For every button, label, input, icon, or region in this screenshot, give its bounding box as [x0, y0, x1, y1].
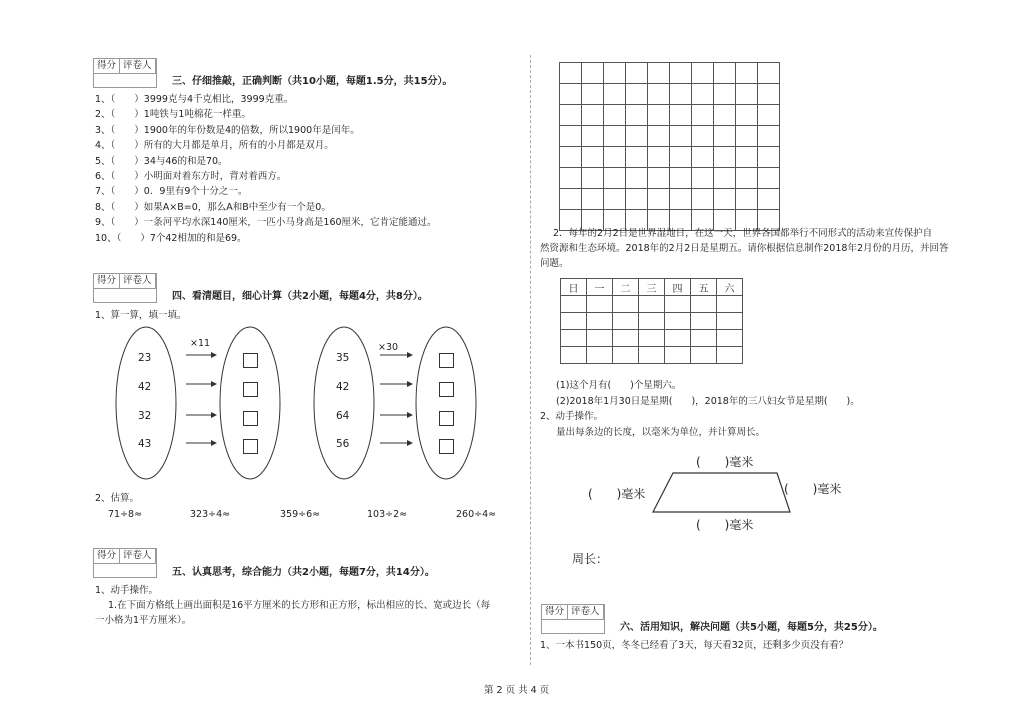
answer-box[interactable]	[439, 382, 454, 397]
left-number: 42	[336, 381, 350, 393]
section5-q2-text: 2．每年的2月2日是世界湿地日，在这一天，世界各国都举行不同形式的活动来宣传保护自	[553, 228, 933, 239]
answer-box[interactable]	[439, 439, 454, 454]
calendar-question-1: (1)这个月有( )个星期六。	[556, 380, 682, 391]
list-item: 7、（ ）0．9里有9个十分之一。	[95, 186, 248, 198]
multiplier-label: ×30	[378, 342, 399, 353]
list-item: 2、（ ）1吨铁与1吨棉花一样重。	[95, 109, 251, 121]
grader-label: 评卷人	[120, 549, 156, 563]
score-box	[93, 273, 157, 289]
left-number: 23	[138, 352, 152, 364]
score-box	[541, 604, 605, 620]
square-grid	[559, 62, 780, 231]
score-label: 得分	[94, 59, 120, 73]
right-ellipse	[416, 327, 476, 479]
multiplier-label: ×11	[190, 338, 211, 349]
left-number: 43	[138, 438, 152, 450]
score-box	[93, 58, 157, 74]
calendar-header: 三	[639, 279, 665, 296]
measure-label-bottom: ( )毫米	[696, 518, 754, 532]
section5-q1-text: 一小格为1平方厘米）。	[95, 615, 192, 626]
calendar-header: 五	[691, 279, 717, 296]
score-label: 得分	[542, 605, 568, 619]
left-ellipse	[314, 327, 374, 479]
left-number: 35	[336, 352, 350, 364]
list-item: 8、（ ）如果A×B=0，那么A和B中至少有一个是0。	[95, 201, 331, 213]
calendar-table	[560, 278, 743, 364]
estimate-item: 103÷2≈	[367, 509, 408, 520]
calendar-header: 六	[717, 279, 743, 296]
page-footer: 第 2 页 共 4 页	[484, 685, 550, 696]
list-item: 9、（ ）一条河平均水深140厘米，一匹小马身高是160厘米，它肯定能通过。	[95, 217, 437, 229]
section5-q1-text: 1.在下面方格纸上画出面积是16平方厘米的长方形和正方形，标出相应的长、宽或边长（每	[108, 600, 491, 611]
calendar-header: 日	[561, 279, 587, 296]
measure-label-top: ( )毫米	[696, 455, 754, 469]
section4-title: 四、看清题目，细心计算（共2小题，每题4分，共8分）。	[172, 291, 428, 302]
calendar-header: 二	[613, 279, 639, 296]
left-number: 64	[336, 410, 350, 422]
list-item: 6、（ ）小明面对着东方时，背对着西方。	[95, 170, 287, 182]
estimate-item: 323÷4≈	[190, 509, 231, 520]
score-label: 得分	[94, 274, 120, 288]
section6-q1: 1、一本书150页，冬冬已经看了3天，每天看32页，还剩多少页没有看？	[540, 640, 849, 651]
estimate-item: 359÷6≈	[280, 509, 321, 520]
section5-q3-text: 量出每条边的长度，以毫米为单位，并计算周长。	[556, 427, 766, 438]
list-item: 5、（ ）34与46的和是70。	[95, 155, 228, 167]
section4-q1: 1、算一算，填一填。	[95, 310, 187, 321]
section5-q2-text: 然资源和生态环境。2018年的2月2日是星期五。请你根据信息制作2018年2月份的月历，并回答	[540, 243, 949, 254]
section5-q1: 1、动手操作。	[95, 585, 159, 596]
grader-label: 评卷人	[568, 605, 604, 619]
left-number: 42	[138, 381, 152, 393]
section4-q2: 2、估算。	[95, 493, 140, 504]
answer-box[interactable]	[243, 353, 258, 368]
calendar-question-2: (2)2018年1月30日是星期( )，2018年的三八妇女节是星期( )。	[556, 396, 860, 407]
mapping-diagram	[110, 325, 490, 485]
score-box	[93, 548, 157, 564]
calendar-header: 四	[665, 279, 691, 296]
left-number: 32	[138, 410, 152, 422]
answer-box[interactable]	[243, 382, 258, 397]
list-item: 10、（ ）7个42相加的和是69。	[95, 232, 247, 244]
estimate-item: 260÷4≈	[456, 509, 497, 520]
answer-box[interactable]	[439, 411, 454, 426]
column-divider	[530, 55, 531, 665]
section5-q3: 2、动手操作。	[540, 411, 604, 422]
perimeter-label: 周长：	[572, 552, 609, 566]
section6-title: 六、活用知识，解决问题（共5小题，每题5分，共25分）。	[620, 622, 883, 633]
measure-label-left: ( )毫米	[588, 487, 646, 501]
section5-title: 五、认真思考，综合能力（共2小题，每题7分，共14分）。	[172, 567, 435, 578]
answer-box[interactable]	[243, 411, 258, 426]
left-number: 56	[336, 438, 350, 450]
section5-q2-text: 问题。	[540, 258, 569, 269]
answer-box[interactable]	[439, 353, 454, 368]
estimate-item: 71÷8≈	[108, 509, 143, 520]
grader-label: 评卷人	[120, 59, 156, 73]
calendar-header: 一	[587, 279, 613, 296]
list-item: 4、（ ）所有的大月都是单月，所有的小月都是双月。	[95, 140, 334, 152]
grader-label: 评卷人	[120, 274, 156, 288]
right-ellipse	[220, 327, 280, 479]
answer-box[interactable]	[243, 439, 258, 454]
section3-list	[95, 94, 437, 248]
score-label: 得分	[94, 549, 120, 563]
measure-label-right: ( )毫米	[784, 482, 842, 496]
list-item: 1、（ ）3999克与4千克相比，3999克重。	[95, 94, 294, 105]
list-item: 3、（ ）1900年的年份数是4的倍数，所以1900年是闰年。	[95, 124, 360, 136]
left-ellipse	[116, 327, 176, 479]
section3-title: 三、仔细推敲，正确判断（共10小题，每题1.5分，共15分）。	[172, 76, 453, 87]
trapezoid-figure	[645, 465, 795, 517]
